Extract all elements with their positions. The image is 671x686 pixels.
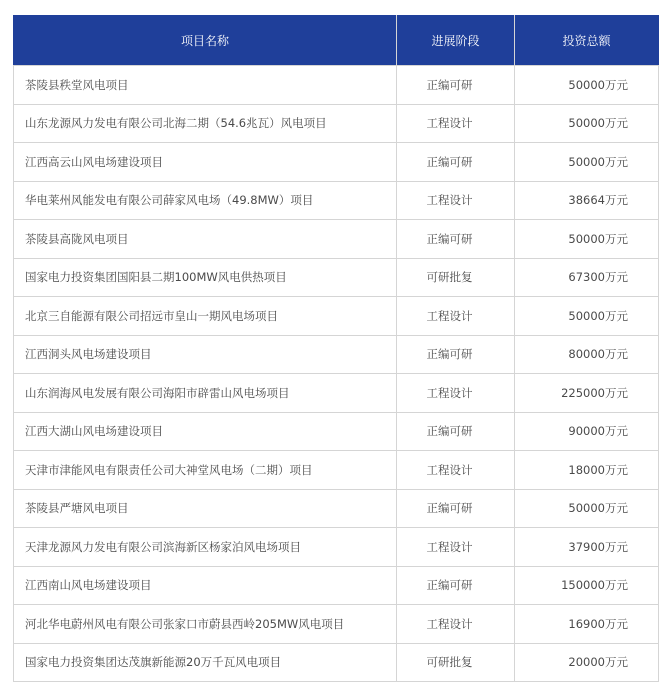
header-investment-total: 投资总额 — [515, 15, 659, 66]
amount-cell: 37900万元 — [515, 528, 659, 567]
table-row — [14, 335, 659, 374]
amount-cell: 38664万元 — [515, 181, 659, 220]
table-row — [14, 374, 659, 413]
project-name-cell: 河北华电蔚州风电有限公司张家口市蔚县西岭205MW风电项目 — [14, 605, 397, 644]
stage-cell: 正编可研 — [397, 143, 515, 182]
project-name-cell: 江西高云山风电场建设项目 — [14, 143, 397, 182]
stage-cell: 工程设计 — [397, 605, 515, 644]
header-project-name: 项目名称 — [14, 15, 397, 66]
amount-cell: 225000万元 — [515, 374, 659, 413]
table-row — [14, 104, 659, 143]
stage-cell: 工程设计 — [397, 374, 515, 413]
amount-cell: 150000万元 — [515, 566, 659, 605]
stage-cell: 正编可研 — [397, 566, 515, 605]
table-body — [14, 66, 659, 682]
project-name-cell: 江西洞头风电场建设项目 — [14, 335, 397, 374]
amount-cell: 18000万元 — [515, 451, 659, 490]
table-row — [14, 220, 659, 259]
project-name-cell: 天津市津能风电有限责任公司大神堂风电场（二期）项目 — [14, 451, 397, 490]
table-row — [14, 258, 659, 297]
amount-cell: 50000万元 — [515, 104, 659, 143]
stage-cell: 工程设计 — [397, 297, 515, 336]
project-name-cell: 华电莱州风能发电有限公司薛家风电场（49.8MW）项目 — [14, 181, 397, 220]
table-row — [14, 451, 659, 490]
amount-cell: 16900万元 — [515, 605, 659, 644]
table-row — [14, 412, 659, 451]
amount-cell: 67300万元 — [515, 258, 659, 297]
table-row — [14, 143, 659, 182]
table-row — [14, 181, 659, 220]
table-row — [14, 66, 659, 105]
project-name-cell: 江西大湖山风电场建设项目 — [14, 412, 397, 451]
project-name-cell: 天津龙源风力发电有限公司滨海新区杨家泊风电场项目 — [14, 528, 397, 567]
project-name-cell: 江西南山风电场建设项目 — [14, 566, 397, 605]
stage-cell: 正编可研 — [397, 412, 515, 451]
table-row — [14, 643, 659, 682]
project-name-cell: 山东龙源风力发电有限公司北海二期（54.6兆瓦）风电项目 — [14, 104, 397, 143]
amount-cell: 90000万元 — [515, 412, 659, 451]
project-name-cell: 茶陵县严塘风电项目 — [14, 489, 397, 528]
amount-cell: 50000万元 — [515, 66, 659, 105]
stage-cell: 工程设计 — [397, 528, 515, 567]
header-progress-stage: 进展阶段 — [397, 15, 515, 66]
amount-cell: 50000万元 — [515, 297, 659, 336]
project-name-cell: 国家电力投资集团达茂旗新能源20万千瓦风电项目 — [14, 643, 397, 682]
amount-cell: 80000万元 — [515, 335, 659, 374]
table-header — [14, 15, 659, 66]
table-row — [14, 566, 659, 605]
table-row — [14, 489, 659, 528]
stage-cell: 工程设计 — [397, 104, 515, 143]
stage-cell: 可研批复 — [397, 258, 515, 297]
stage-cell: 正编可研 — [397, 489, 515, 528]
stage-cell: 工程设计 — [397, 451, 515, 490]
header-row — [14, 15, 659, 66]
amount-cell: 50000万元 — [515, 220, 659, 259]
amount-cell: 50000万元 — [515, 143, 659, 182]
project-name-cell: 茶陵县高陇风电项目 — [14, 220, 397, 259]
stage-cell: 正编可研 — [397, 335, 515, 374]
table-row — [14, 605, 659, 644]
project-name-cell: 国家电力投资集团国阳县二期100MW风电供热项目 — [14, 258, 397, 297]
stage-cell: 工程设计 — [397, 181, 515, 220]
table-row — [14, 297, 659, 336]
table-row — [14, 528, 659, 567]
amount-cell: 20000万元 — [515, 643, 659, 682]
project-name-cell: 北京三自能源有限公司招远市皇山一期风电场项目 — [14, 297, 397, 336]
project-name-cell: 茶陵县秩堂风电项目 — [14, 66, 397, 105]
amount-cell: 50000万元 — [515, 489, 659, 528]
stage-cell: 正编可研 — [397, 66, 515, 105]
project-name-cell: 山东润海风电发展有限公司海阳市辟雷山风电场项目 — [14, 374, 397, 413]
stage-cell: 可研批复 — [397, 643, 515, 682]
stage-cell: 正编可研 — [397, 220, 515, 259]
projects-table — [13, 15, 659, 682]
